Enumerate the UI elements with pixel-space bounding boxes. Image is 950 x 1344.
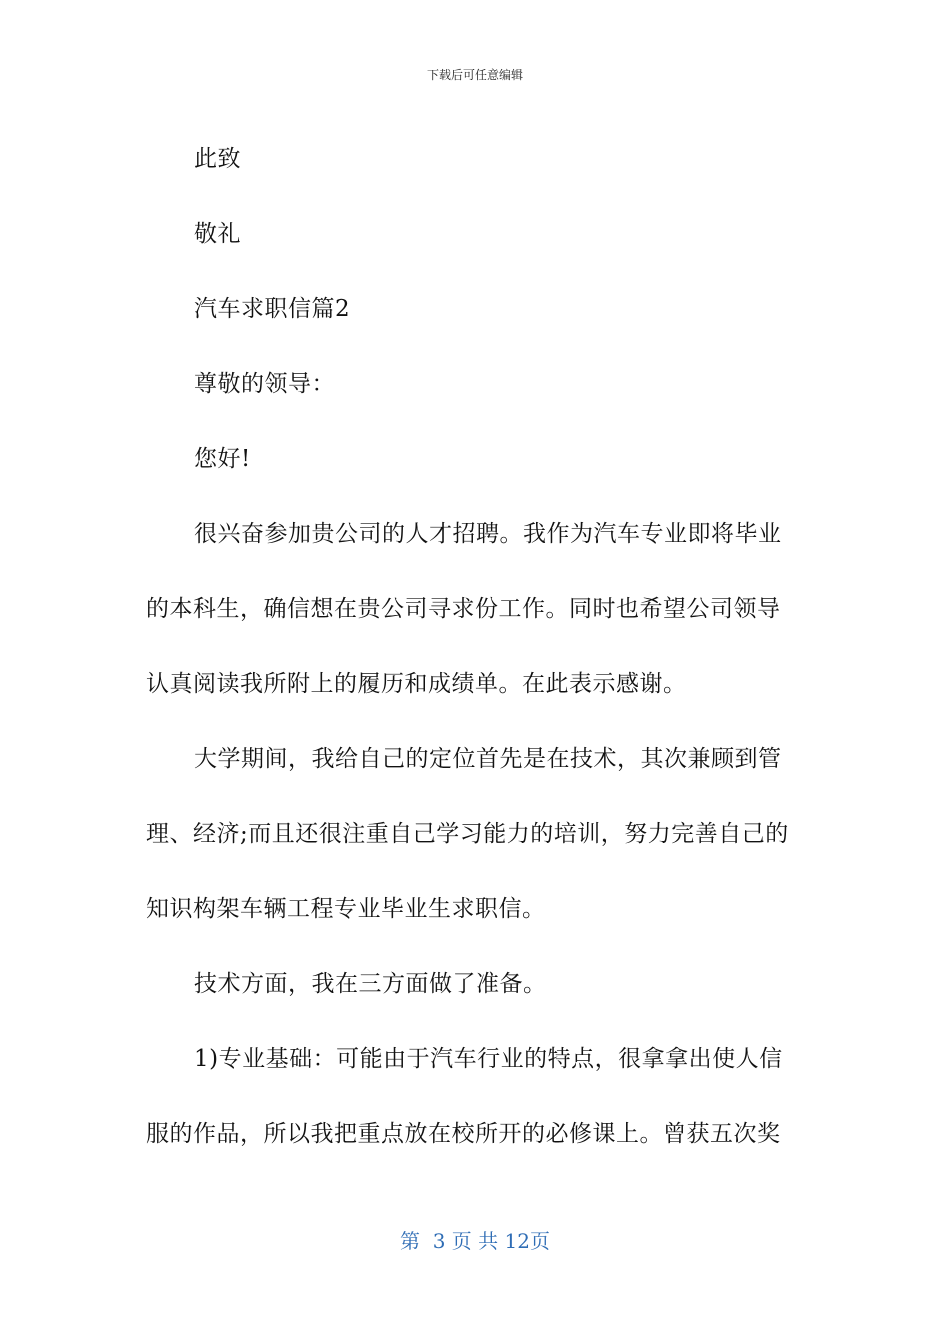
paragraph-line: 理、经济;而且还很注重自己学习能力的培训，努力完善自己的	[146, 821, 789, 847]
paragraph-line: 服的作品，所以我把重点放在校所开的必修课上。曾获五次奖	[146, 1121, 781, 1147]
paragraph-line: 很兴奋参加贵公司的人才招聘。我作为汽车专业即将毕业	[194, 521, 782, 547]
greeting-line: 尊敬的领导：	[194, 371, 335, 397]
closing-salutation: 敬礼	[194, 221, 241, 247]
greeting-hello: 您好!	[194, 446, 251, 472]
page-number-footer: 第 3 页 共 12页	[400, 1229, 550, 1253]
document-header-note: 下载后可任意编辑	[426, 68, 523, 82]
paragraph-line: 知识构架车辆工程专业毕业生求职信。	[146, 896, 546, 922]
section-title: 汽车求职信篇2	[194, 296, 351, 322]
paragraph-line: 1)专业基础：可能由于汽车行业的特点，很拿拿出使人信	[194, 1046, 783, 1072]
paragraph-line: 大学期间，我给自己的定位首先是在技术，其次兼顾到管	[194, 746, 782, 772]
paragraph-line: 认真阅读我所附上的履历和成绩单。在此表示感谢。	[146, 671, 687, 697]
paragraph-line: 的本科生，确信想在贵公司寻求份工作。同时也希望公司领导	[146, 596, 781, 622]
paragraph-line: 技术方面，我在三方面做了准备。	[194, 971, 547, 997]
document-body	[146, 122, 806, 1172]
closing-line: 此致	[194, 146, 241, 172]
